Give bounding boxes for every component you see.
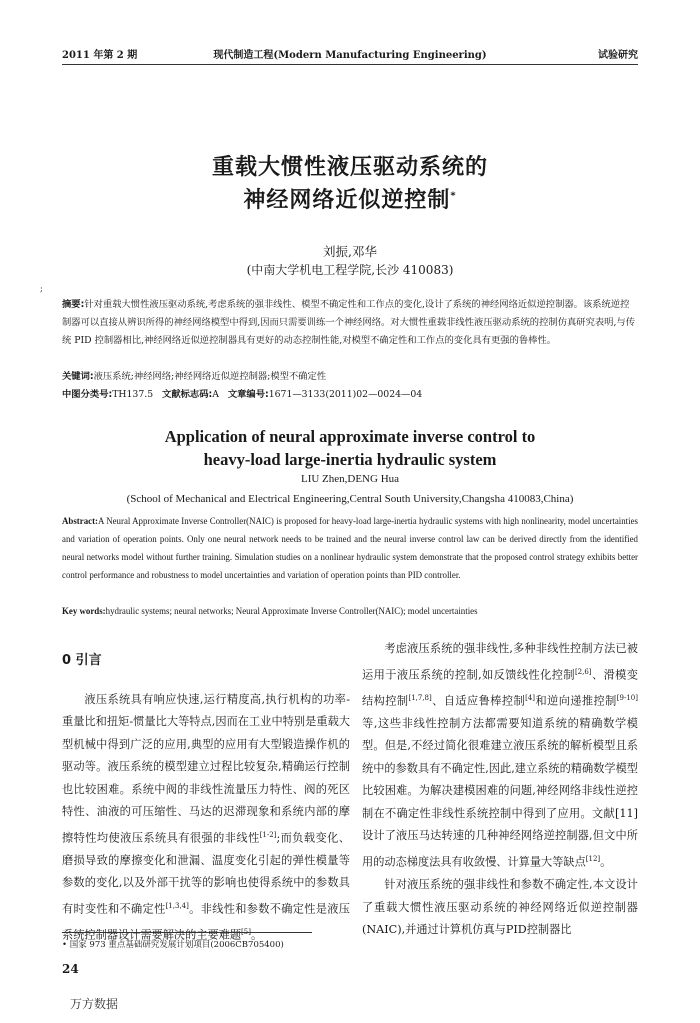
footnote-rule	[62, 932, 312, 933]
keywords-en-text: hydraulic systems; neural networks; Neural Approximate Inverse Controller(NAIC); model uncertainties	[105, 606, 478, 616]
title-cn-line2	[0, 183, 700, 214]
para-text: 考虑液压系统的强非线性,多种非线性控制方法已被运用于液压系统的控制,如反馈线性化控制	[362, 642, 638, 682]
keywords-en-label: Key words:	[62, 606, 106, 616]
classification-cn	[62, 386, 638, 404]
clc-label: 中图分类号:	[62, 389, 113, 400]
title-en-line1: Application of neural approximate inverse control to	[164, 427, 536, 446]
section-label: 试验研究	[598, 50, 638, 61]
para-text: ;而负载变化、磨损导致的摩擦变化和泄漏、温度变化引起的弹性模量等参数的变化,以及外部干扰等的影响也使得系统中的参数具有时变性和不确定性	[62, 831, 350, 916]
title-footnote-mark: *	[450, 190, 457, 202]
body-right-column	[362, 638, 638, 942]
doc-code-value: A	[212, 389, 219, 400]
citation: [4]	[525, 693, 536, 702]
para-text: 、自适应鲁棒控制	[431, 694, 526, 708]
para-text: 等,这些非线性控制方法都需要知道系统的精确数学模型。但是,不经过简化很难建立液压系统的解析模型且系统中的参数具有不确定性,因此,建立系统的精确数学模型比较困难。为解决建模困难的问题,神经网络非线性逆控制在不确定性非线性系统控制中得到了应用。文献[11]设计了液压马达转速的几种神经网络逆控制器,但文中所用的动态梯度法具有收敛慢、计算量大等缺点	[362, 716, 638, 869]
keywords-en	[62, 602, 638, 620]
para-text: 。	[600, 855, 612, 869]
para-text: 。非线性和参数不确定性是液压系统控制器设计需要解决的主要难题	[62, 902, 350, 942]
margin-mark: ;	[40, 284, 43, 293]
para-text: 。	[250, 928, 263, 942]
clc-value: TH137.5	[112, 389, 154, 400]
issue-label: 2011 年第 2 期	[62, 50, 138, 61]
affiliation-cn: (中南大学机电工程学院,长沙 410083)	[246, 263, 454, 277]
abstract-cn	[62, 296, 638, 350]
body-paragraph-2	[362, 638, 638, 874]
citation: [1,7,8]	[408, 693, 432, 702]
para-text: 、滑模变结构控制	[362, 668, 638, 708]
section-heading-intro: 0 引言	[62, 653, 102, 668]
header-rule	[62, 64, 638, 65]
page-number: 24	[62, 962, 79, 976]
title-cn-line2-text: 神经网络近似逆控制	[243, 188, 451, 213]
watermark: 万方数据	[70, 997, 119, 1011]
citation: [2,6]	[574, 667, 592, 676]
para-text: 和逆向递推控制	[535, 694, 617, 708]
abstract-cn-text: 针对重载大惯性液压驱动系统,考虑系统的强非线性、模型不确定性和工作点的变化,设计了系统的神经网络近似逆控制器。该系统逆控制器可以直接从辨识所得的神经网络模型中得到,因而只需要训练一个神经网络。对大惯性重载非线性液压驱动系统的控制仿真研究表明,与传统 PID 控制器相比,神经网络近似逆控制器具有更好的动态控制性能,对模型不确定性和工作点的变化具有更强的鲁棒性。	[62, 299, 636, 346]
running-header	[62, 46, 638, 62]
citation: [12]	[585, 854, 601, 863]
para-text: 液压系统具有响应快速,运行精度高,执行机构的功率-重量比和扭矩-惯量比大等特点,因而在工业中特别是重载大型机械中得到广泛的应用,典型的应用有大型锻造操作机的驱动等。液压系统的模型建立过程比较复杂,精确运行控制也比较困难。系统中阀的非线性流量压力特性、阀的死区特性、油液的可压缩性、马达的迟滞现象和系统内部的摩擦特性均使液压系统具有很强的非线性	[62, 692, 350, 845]
abstract-cn-label: 摘要:	[62, 299, 85, 310]
abstract-en-text: A Neural Approximate Inverse Controller(NAIC) is proposed for heavy-load large-inertia hydraulic systems with high nonlinearity, model uncertainties and variation of operation points. Only one neural network needs to be trained and the neural inverse control law can be derived directly from the identified neural networks model without further training. Simulation studies on a nonlinear hydraulic system demonstrate that the proposed control strategy exhibits better control performance and robustness to model uncertainties and variation of operation points than PID controller.	[62, 516, 638, 580]
journal-name: 现代制造工程(Modern Manufacturing Engineering)	[213, 50, 487, 61]
body-paragraph-1	[62, 689, 350, 948]
affiliation-en: (School of Mechanical and Electrical Engineering,Central South University,Changsha 410083,China)	[126, 493, 574, 505]
keywords-cn	[62, 368, 638, 386]
footnote-funding: • 国家 973 重点基础研究发展计划项目(2006CB705400)	[62, 940, 284, 950]
citation: [5]	[241, 927, 251, 936]
body-left-column	[62, 638, 350, 947]
title-cn-line1: 重载大惯性液压驱动系统的	[211, 155, 488, 180]
abstract-en-label: Abstract:	[62, 516, 98, 526]
body-paragraph-3: 针对液压系统的强非线性和参数不确定性,本文设计了重载大惯性液压驱动系统的神经网络近似逆控制器(NAIC),并通过计算机仿真与PID控制器比	[362, 878, 638, 937]
authors-cn: 刘振,邓华	[323, 244, 377, 259]
doc-code-label: 文献标志码:	[162, 389, 213, 400]
authors-en: LIU Zhen,DENG Hua	[300, 473, 400, 485]
article-no-value: 1671—3133(2011)02—0024—04	[268, 389, 423, 400]
abstract-en	[62, 512, 638, 584]
keywords-cn-label: 关键词:	[62, 371, 94, 382]
citation: [1-2]	[259, 830, 277, 839]
keywords-cn-text: 液压系统;神经网络;神经网络近似逆控制器;模型不确定性	[93, 371, 327, 382]
citation: [1,3,4]	[165, 901, 189, 910]
title-en-line2: heavy-load large-inertia hydraulic system	[203, 450, 497, 469]
article-no-label: 文章编号:	[227, 389, 269, 400]
citation: [9-10]	[616, 693, 638, 702]
